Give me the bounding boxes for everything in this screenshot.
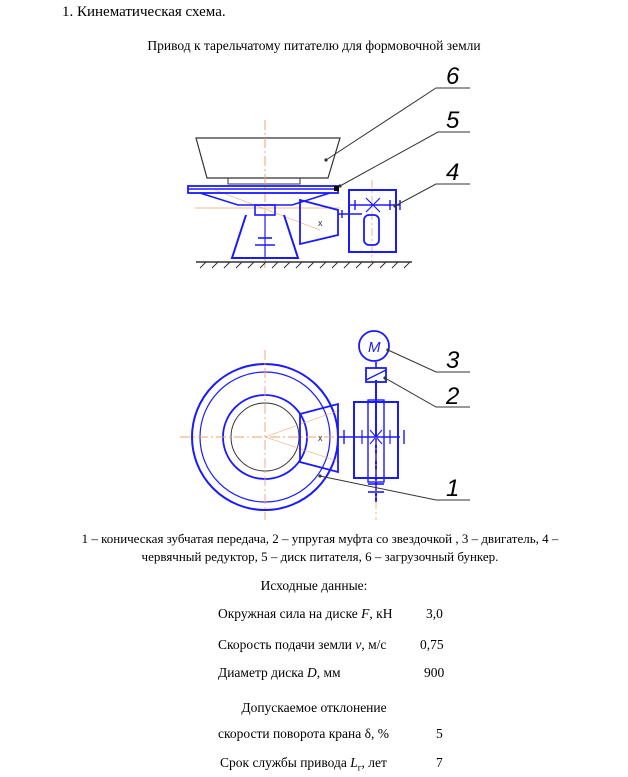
param-unit: , кН (369, 606, 393, 621)
param-subscript: г (357, 762, 362, 773)
param-unit: , лет (361, 755, 387, 770)
legend-line-1: 1 – коническая зубчатая передача, 2 – упругая муфта со звездочкой , 3 – двигатель, 4 – (81, 531, 559, 546)
param-label: Диаметр диска (218, 665, 307, 680)
param-label: Скорость подачи земли (218, 637, 356, 652)
svg-text:x: x (318, 218, 323, 228)
param-symbol: F (361, 606, 370, 621)
svg-text:x: x (318, 433, 323, 443)
callout-5: 5 (446, 107, 460, 134)
callout-6: 6 (446, 63, 460, 90)
legend (60, 530, 580, 566)
source-data-title: Исходные данные: (260, 578, 368, 593)
callout-1: 1 (446, 475, 460, 502)
param-value: 7 (436, 755, 443, 770)
hopper (196, 138, 340, 178)
callout-4: 4 (446, 159, 460, 186)
plan-view (180, 331, 470, 520)
param-value: 0,75 (420, 637, 444, 652)
tolerance-title: Допускаемое отклонение (241, 700, 387, 715)
side-view (188, 88, 470, 268)
diagram-title: Привод к тарельчатому питателю для формовочной земли (147, 38, 481, 53)
motor-label: M (368, 339, 381, 356)
param-value: 900 (424, 665, 445, 680)
legend-line-2: червячный редуктор, 5 – диск питателя, 6 – загрузочный бункер. (141, 549, 499, 564)
worm-reducer-side (349, 190, 396, 252)
param-unit: , м/с (361, 637, 387, 652)
param-label: Срок службы привода (220, 755, 351, 770)
callout-2: 2 (446, 383, 460, 410)
param-symbol: D (306, 665, 317, 680)
param-symbol: L (350, 755, 358, 770)
callout-3: 3 (446, 347, 460, 374)
param-unit: , мм (316, 665, 341, 680)
section-heading: 1. Кинематическая схема. (62, 4, 226, 20)
param-label: скорости поворота крана δ, % (218, 726, 389, 741)
param-value: 5 (436, 726, 443, 741)
param-value: 3,0 (426, 606, 443, 621)
param-label: Окружная сила на диске (218, 606, 362, 621)
param-symbol: v (355, 637, 362, 652)
